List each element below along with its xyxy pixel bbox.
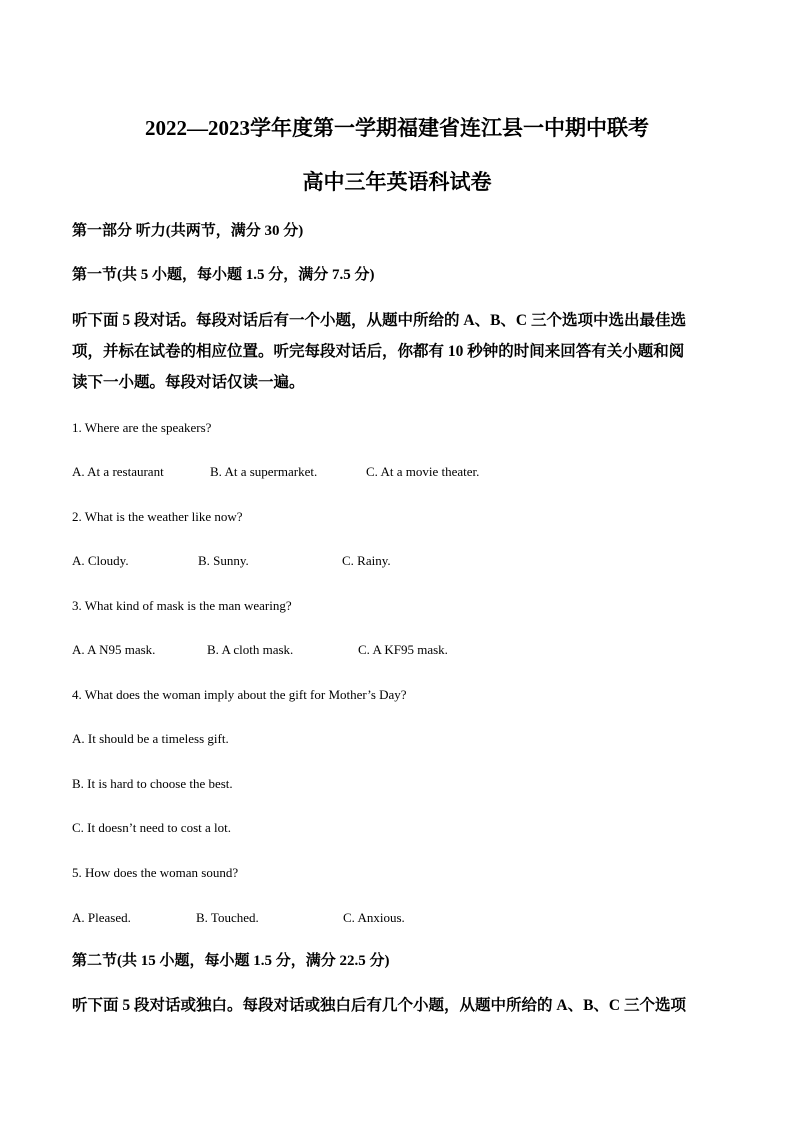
instruction-line: 听下面 5 段对话或独白。每段对话或独白后有几个小题，从题中所给的 A、B、C 三个选项 [72,997,686,1014]
option-b: B. At a supermarket. [210,464,318,479]
instruction-line: 项，并标在试卷的相应位置。听完每段对话后，你都有 10 秒钟的时间来回答有关小题和阅 [72,343,685,360]
option-c: C. A KF95 mask. [358,642,448,657]
section-heading: 第一节(共 5 小题，每小题 1.5 分，满分 7.5 分) [72,267,375,283]
exam-subtitle: 高中三年英语科试卷 [302,170,492,194]
option-c: C. It doesn’t need to cost a lot. [72,820,231,835]
option-a: A. It should be a timeless gift. [72,731,229,746]
part-heading: 第一部分 听力(共两节，满分 30 分) [72,223,304,239]
option-c: C. Anxious. [343,910,405,925]
instruction-line: 听下面 5 段对话。每段对话后有一个小题，从题中所给的 A、B、C 三个选项中选出最佳选 [72,312,686,329]
option-a: A. Pleased. [72,910,131,925]
exam-title: 2022—2023学年度第一学期福建省连江县一中期中联考 [145,116,649,140]
question-text: 1. Where are the speakers? [72,420,212,435]
question-text: 4. What does the woman imply about the gift for Mother’s Day? [72,687,407,702]
option-c: C. Rainy. [342,553,391,568]
option-c: C. At a movie theater. [366,464,480,479]
section-heading: 第二节(共 15 小题，每小题 1.5 分，满分 22.5 分) [72,953,390,969]
question-text: 5. How does the woman sound? [72,865,239,880]
option-b: B. A cloth mask. [207,642,294,657]
option-b: B. Touched. [196,910,259,925]
option-b: B. It is hard to choose the best. [72,776,233,791]
option-a: A. Cloudy. [72,553,129,568]
question-text: 2. What is the weather like now? [72,509,243,524]
option-a: A. A N95 mask. [72,642,156,657]
instruction-line: 读下一小题。每段对话仅读一遍。 [72,374,305,391]
question-text: 3. What kind of mask is the man wearing? [72,598,292,613]
option-b: B. Sunny. [198,553,249,568]
option-a: A. At a restaurant [72,464,164,479]
